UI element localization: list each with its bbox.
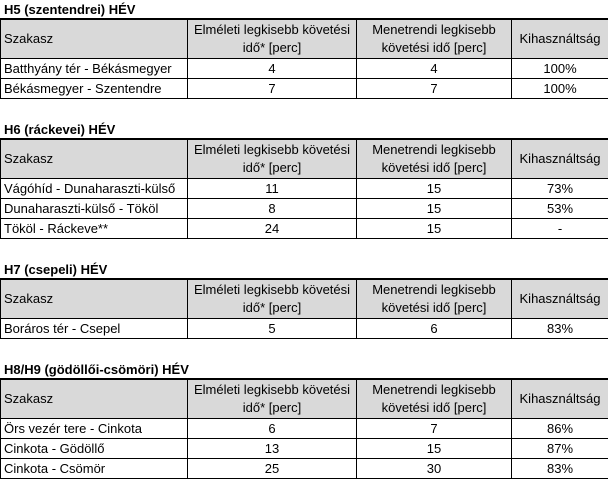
cell-theoretical[interactable]: 5 bbox=[188, 319, 357, 339]
cell-scheduled[interactable]: 15 bbox=[357, 199, 512, 219]
table-row bbox=[1, 219, 608, 239]
cell-theoretical[interactable]: 13 bbox=[188, 439, 357, 459]
header-utilization[interactable]: Kihasználtság bbox=[512, 20, 608, 59]
cell-utilization[interactable]: 83% bbox=[512, 459, 608, 479]
header-scheduled[interactable]: Menetrendi legkisebb követési idő [perc] bbox=[357, 380, 512, 419]
header-utilization[interactable]: Kihasználtság bbox=[512, 280, 608, 319]
table-row bbox=[1, 319, 608, 339]
section-title[interactable]: H7 (csepeli) HÉV bbox=[0, 260, 608, 279]
cell-theoretical[interactable]: 4 bbox=[188, 59, 357, 79]
table-row bbox=[1, 59, 608, 79]
header-row bbox=[1, 20, 608, 59]
section-h6 bbox=[0, 120, 608, 239]
cell-theoretical[interactable]: 25 bbox=[188, 459, 357, 479]
cell-scheduled[interactable]: 15 bbox=[357, 439, 512, 459]
cell-utilization[interactable]: 87% bbox=[512, 439, 608, 459]
header-scheduled[interactable]: Menetrendi legkisebb követési idő [perc] bbox=[357, 20, 512, 59]
header-theoretical[interactable]: Elméleti legkisebb követési idő* [perc] bbox=[188, 20, 357, 59]
header-row bbox=[1, 380, 608, 419]
table-row bbox=[1, 199, 608, 219]
cell-utilization[interactable]: 100% bbox=[512, 79, 608, 99]
header-segment[interactable]: Szakasz bbox=[1, 380, 188, 419]
cell-segment[interactable]: Cinkota - Csömör bbox=[1, 459, 188, 479]
cell-scheduled[interactable]: 6 bbox=[357, 319, 512, 339]
cell-segment[interactable]: Dunaharaszti-külső - Tököl bbox=[1, 199, 188, 219]
header-theoretical[interactable]: Elméleti legkisebb követési idő* [perc] bbox=[188, 140, 357, 179]
section-h7 bbox=[0, 260, 608, 339]
header-segment[interactable]: Szakasz bbox=[1, 20, 188, 59]
cell-scheduled[interactable]: 7 bbox=[357, 419, 512, 439]
table-row bbox=[1, 439, 608, 459]
section-table bbox=[0, 279, 608, 339]
header-row bbox=[1, 140, 608, 179]
cell-theoretical[interactable]: 6 bbox=[188, 419, 357, 439]
section-title[interactable]: H6 (ráckevei) HÉV bbox=[0, 120, 608, 139]
cell-theoretical[interactable]: 8 bbox=[188, 199, 357, 219]
cell-utilization[interactable]: 73% bbox=[512, 179, 608, 199]
cell-scheduled[interactable]: 15 bbox=[357, 219, 512, 239]
section-title[interactable]: H5 (szentendrei) HÉV bbox=[0, 0, 608, 19]
cell-utilization[interactable]: 100% bbox=[512, 59, 608, 79]
section-title[interactable]: H8/H9 (gödöllői-csömöri) HÉV bbox=[0, 360, 608, 379]
blank-row bbox=[0, 339, 608, 360]
cell-segment[interactable]: Cinkota - Gödöllő bbox=[1, 439, 188, 459]
cell-segment[interactable]: Békásmegyer - Szentendre bbox=[1, 79, 188, 99]
blank-row bbox=[0, 239, 608, 260]
cell-scheduled[interactable]: 4 bbox=[357, 59, 512, 79]
cell-scheduled[interactable]: 7 bbox=[357, 79, 512, 99]
header-utilization[interactable]: Kihasználtság bbox=[512, 140, 608, 179]
header-segment[interactable]: Szakasz bbox=[1, 280, 188, 319]
header-row bbox=[1, 280, 608, 319]
blank-row bbox=[0, 99, 608, 120]
cell-segment[interactable]: Batthyány tér - Békásmegyer bbox=[1, 59, 188, 79]
cell-theoretical[interactable]: 7 bbox=[188, 79, 357, 99]
table-row bbox=[1, 179, 608, 199]
section-h8-h9 bbox=[0, 360, 608, 479]
section-table bbox=[0, 379, 608, 479]
header-theoretical[interactable]: Elméleti legkisebb követési idő* [perc] bbox=[188, 380, 357, 419]
cell-segment[interactable]: Tököl - Ráckeve** bbox=[1, 219, 188, 239]
cell-utilization[interactable]: 86% bbox=[512, 419, 608, 439]
cell-segment[interactable]: Boráros tér - Csepel bbox=[1, 319, 188, 339]
cell-utilization[interactable]: - bbox=[512, 219, 608, 239]
table-row bbox=[1, 419, 608, 439]
header-utilization[interactable]: Kihasználtság bbox=[512, 380, 608, 419]
cell-segment[interactable]: Vágóhíd - Dunaharaszti-külső bbox=[1, 179, 188, 199]
header-segment[interactable]: Szakasz bbox=[1, 140, 188, 179]
table-row bbox=[1, 459, 608, 479]
cell-theoretical[interactable]: 24 bbox=[188, 219, 357, 239]
cell-scheduled[interactable]: 15 bbox=[357, 179, 512, 199]
table-row bbox=[1, 79, 608, 99]
cell-utilization[interactable]: 83% bbox=[512, 319, 608, 339]
header-scheduled[interactable]: Menetrendi legkisebb követési idő [perc] bbox=[357, 140, 512, 179]
header-scheduled[interactable]: Menetrendi legkisebb követési idő [perc] bbox=[357, 280, 512, 319]
cell-segment[interactable]: Örs vezér tere - Cinkota bbox=[1, 419, 188, 439]
section-table bbox=[0, 139, 608, 239]
header-theoretical[interactable]: Elméleti legkisebb követési idő* [perc] bbox=[188, 280, 357, 319]
cell-utilization[interactable]: 53% bbox=[512, 199, 608, 219]
section-table bbox=[0, 19, 608, 99]
section-h5 bbox=[0, 0, 608, 99]
cell-theoretical[interactable]: 11 bbox=[188, 179, 357, 199]
cell-scheduled[interactable]: 30 bbox=[357, 459, 512, 479]
